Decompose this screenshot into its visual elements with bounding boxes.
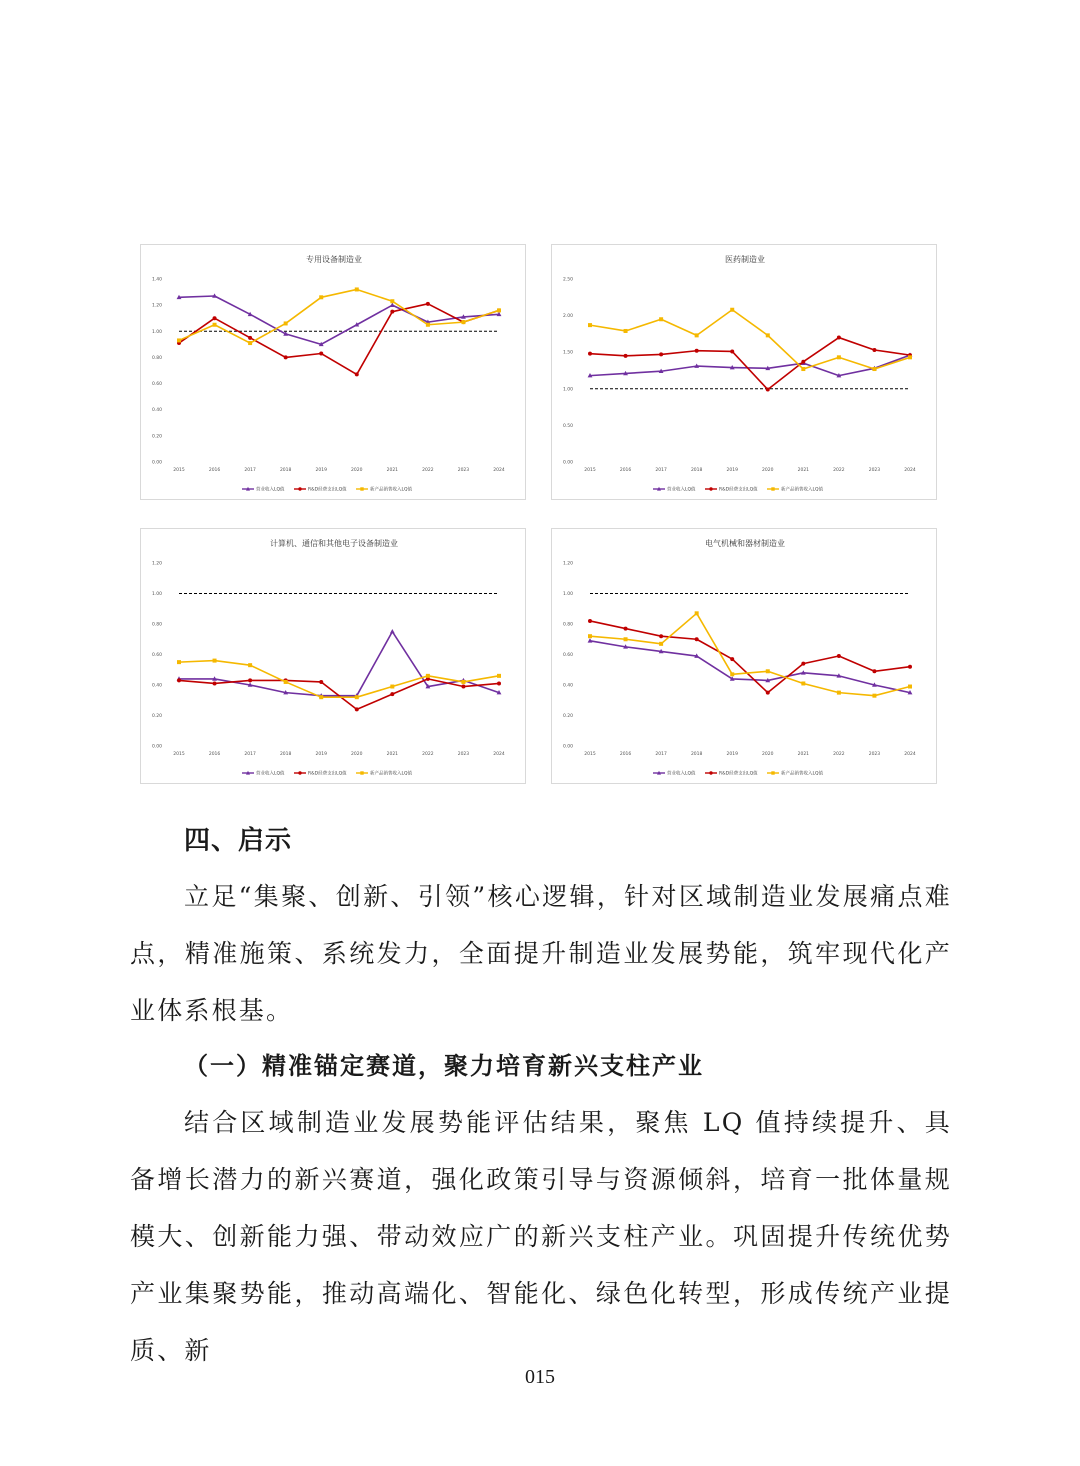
y-tick-label: 0.40 <box>152 683 163 689</box>
point-rd <box>766 388 770 392</box>
point-newprod <box>837 691 841 695</box>
series-line-revenue <box>179 632 499 696</box>
point-newprod <box>390 685 394 689</box>
point-rd <box>177 678 181 682</box>
legend-label-newprod: 新产品销售收入LQ值 <box>781 487 824 493</box>
chart-title: 医药制造业 <box>725 255 765 264</box>
legend-marker-newprod <box>771 771 774 774</box>
x-tick-label: 2023 <box>868 468 881 473</box>
point-rd <box>355 372 359 376</box>
chart-svg <box>141 245 527 501</box>
y-tick-label: 1.20 <box>152 561 163 567</box>
legend-marker-rd <box>709 771 712 774</box>
series-line-newprod <box>590 613 910 695</box>
point-newprod <box>177 660 181 664</box>
x-tick-label: 2022 <box>422 468 434 473</box>
legend-marker-newprod <box>771 487 774 490</box>
legend-label-revenue: 营业收入LQ值 <box>667 771 696 777</box>
point-newprod <box>766 333 770 337</box>
point-newprod <box>213 659 217 663</box>
x-tick-label: 2021 <box>386 468 399 473</box>
point-newprod <box>588 323 592 327</box>
point-newprod <box>497 308 501 312</box>
x-tick-label: 2015 <box>173 468 185 473</box>
legend-label-revenue: 营业收入LQ值 <box>667 487 696 493</box>
x-tick-label: 2016 <box>208 468 221 473</box>
y-tick-label: 0.60 <box>152 382 163 388</box>
x-tick-label: 2023 <box>457 468 470 473</box>
y-tick-label: 0.20 <box>152 714 163 719</box>
legend-label-revenue: 营业收入LQ值 <box>256 771 285 777</box>
point-newprod <box>355 695 359 699</box>
y-tick-label: 0.80 <box>563 622 574 628</box>
y-tick-label: 1.40 <box>152 277 163 283</box>
point-newprod <box>659 642 663 646</box>
point-rd <box>390 692 394 696</box>
point-newprod <box>355 287 359 291</box>
point-newprod <box>588 634 592 638</box>
point-rd <box>284 355 288 359</box>
y-tick-label: 1.00 <box>563 592 574 597</box>
y-tick-label: 0.60 <box>563 653 574 658</box>
legend-label-rd: R&D经费支出LQ值 <box>308 487 347 493</box>
point-newprod <box>319 295 323 299</box>
point-newprod <box>390 299 394 303</box>
point-newprod <box>801 367 805 371</box>
legend-marker-newprod <box>360 487 363 490</box>
x-tick-label: 2015 <box>173 752 185 757</box>
point-newprod <box>624 329 628 333</box>
x-tick-label: 2015 <box>584 468 596 473</box>
point-rd <box>390 310 394 314</box>
legend-label-rd: R&D经费支出LQ值 <box>719 771 758 777</box>
legend-label-newprod: 新产品销售收入LQ值 <box>370 487 413 493</box>
point-rd <box>837 654 841 658</box>
subsection-heading: （一）精准锚定赛道，聚力培育新兴支柱产业 <box>184 1052 704 1080</box>
y-tick-label: 1.00 <box>152 329 163 335</box>
point-newprod <box>319 695 323 699</box>
point-rd <box>319 680 323 684</box>
x-tick-label: 2017 <box>244 752 256 757</box>
chart-electrical-machinery <box>551 528 937 784</box>
x-tick-label: 2020 <box>351 752 363 757</box>
x-tick-label: 2018 <box>690 752 703 757</box>
y-tick-label: 1.50 <box>563 350 574 356</box>
point-rd <box>624 354 628 358</box>
x-tick-label: 2020 <box>351 468 363 473</box>
x-tick-label: 2018 <box>279 468 292 473</box>
point-newprod <box>695 611 699 615</box>
x-tick-label: 2020 <box>762 468 774 473</box>
point-rd <box>588 619 592 623</box>
x-tick-label: 2021 <box>797 752 810 757</box>
y-tick-label: 1.20 <box>152 303 163 309</box>
series-line-rd <box>590 338 910 390</box>
point-newprod <box>248 341 252 345</box>
series-line-rd <box>179 679 499 710</box>
chart-title: 专用设备制造业 <box>306 255 362 264</box>
point-newprod <box>426 674 430 678</box>
legend-label-revenue: 营业收入LQ值 <box>256 487 285 493</box>
x-tick-label: 2019 <box>726 752 738 757</box>
x-tick-label: 2017 <box>655 752 667 757</box>
point-rd <box>624 627 628 631</box>
x-tick-label: 2019 <box>726 468 738 473</box>
series-line-rd <box>179 304 499 375</box>
series-line-newprod <box>179 661 499 698</box>
x-tick-label: 2018 <box>279 752 292 757</box>
point-rd <box>837 336 841 340</box>
point-rd <box>659 352 663 356</box>
point-rd <box>872 348 876 352</box>
point-rd <box>588 352 592 356</box>
chart-pharmaceutical <box>551 244 937 500</box>
y-tick-label: 0.80 <box>152 622 163 628</box>
y-tick-label: 1.20 <box>563 561 574 567</box>
chart-title: 电气机械和器材制造业 <box>705 539 785 548</box>
point-newprod <box>659 317 663 321</box>
chart-electronics <box>140 528 526 784</box>
y-tick-label: 0.50 <box>563 423 574 429</box>
y-tick-label: 0.20 <box>152 434 163 440</box>
x-tick-label: 2015 <box>584 752 596 757</box>
point-rd <box>497 681 501 685</box>
point-rd <box>319 352 323 356</box>
point-newprod <box>426 323 430 327</box>
legend-marker-rd <box>298 487 301 490</box>
point-newprod <box>284 680 288 684</box>
y-tick-label: 0.00 <box>563 460 574 466</box>
y-tick-label: 2.50 <box>563 277 574 283</box>
y-tick-label: 0.00 <box>563 744 574 750</box>
x-tick-label: 2022 <box>422 752 434 757</box>
chart-svg <box>552 245 938 501</box>
point-newprod <box>624 637 628 641</box>
y-tick-label: 0.60 <box>152 653 163 658</box>
x-tick-label: 2017 <box>244 468 256 473</box>
point-newprod <box>461 320 465 324</box>
point-newprod <box>695 333 699 337</box>
legend-label-newprod: 新产品销售收入LQ值 <box>370 771 413 777</box>
point-newprod <box>284 321 288 325</box>
x-tick-label: 2016 <box>619 468 632 473</box>
x-tick-label: 2023 <box>868 752 881 757</box>
legend-marker-rd <box>709 487 712 490</box>
y-tick-label: 0.00 <box>152 460 163 466</box>
point-rd <box>213 316 217 320</box>
y-tick-label: 0.20 <box>563 714 574 719</box>
y-tick-label: 0.00 <box>152 744 163 750</box>
point-newprod <box>248 663 252 667</box>
x-tick-label: 2019 <box>315 468 327 473</box>
x-tick-label: 2018 <box>690 468 703 473</box>
legend-marker-newprod <box>360 771 363 774</box>
point-rd <box>355 707 359 711</box>
y-tick-label: 0.40 <box>152 408 163 414</box>
point-rd <box>730 349 734 353</box>
x-tick-label: 2024 <box>493 752 505 757</box>
point-rd <box>248 336 252 340</box>
point-newprod <box>766 669 770 673</box>
series-line-newprod <box>590 310 910 369</box>
y-tick-label: 0.80 <box>152 355 163 361</box>
legend-label-rd: R&D经费支出LQ值 <box>719 487 758 493</box>
point-newprod <box>497 674 501 678</box>
x-tick-label: 2024 <box>904 468 916 473</box>
section-heading: 四、启示 <box>184 826 293 856</box>
point-newprod <box>730 672 734 676</box>
legend-label-newprod: 新产品销售收入LQ值 <box>781 771 824 777</box>
point-newprod <box>872 367 876 371</box>
x-tick-label: 2021 <box>797 468 810 473</box>
point-rd <box>801 360 805 364</box>
point-rd <box>248 678 252 682</box>
point-newprod <box>837 355 841 359</box>
point-rd <box>872 669 876 673</box>
point-rd <box>695 349 699 353</box>
chart-svg <box>552 529 938 785</box>
point-rd <box>213 681 217 685</box>
legend-label-rd: R&D经费支出LQ值 <box>308 771 347 777</box>
point-newprod <box>461 680 465 684</box>
point-newprod <box>872 694 876 698</box>
legend-marker-rd <box>298 771 301 774</box>
series-line-revenue <box>179 296 499 344</box>
point-newprod <box>177 338 181 342</box>
point-rd <box>695 637 699 641</box>
chart-svg <box>141 529 527 785</box>
x-tick-label: 2016 <box>208 752 221 757</box>
x-tick-label: 2024 <box>493 468 505 473</box>
paragraph-intro: 立足“集聚、创新、引领”核心逻辑，针对区域制造业发展痛点难点，精准施策、系统发力，全面提升制造业发展势能，筑牢现代化产业体系根基。 <box>130 882 952 1025</box>
point-rd <box>766 691 770 695</box>
point-rd <box>730 657 734 661</box>
y-tick-label: 2.00 <box>563 314 574 320</box>
point-newprod <box>908 355 912 359</box>
x-tick-label: 2022 <box>833 752 845 757</box>
x-tick-label: 2021 <box>386 752 399 757</box>
y-tick-label: 1.00 <box>152 592 163 597</box>
point-rd <box>461 685 465 689</box>
point-newprod <box>730 308 734 312</box>
x-tick-label: 2024 <box>904 752 916 757</box>
point-rd <box>659 634 663 638</box>
page-number: 015 <box>525 1366 555 1388</box>
point-rd <box>426 302 430 306</box>
y-tick-label: 0.40 <box>563 683 574 689</box>
x-tick-label: 2017 <box>655 468 667 473</box>
point-revenue <box>390 629 395 633</box>
point-rd <box>801 662 805 666</box>
x-tick-label: 2022 <box>833 468 845 473</box>
x-tick-label: 2023 <box>457 752 470 757</box>
x-tick-label: 2019 <box>315 752 327 757</box>
chart-special-equipment <box>140 244 526 500</box>
y-tick-label: 1.00 <box>563 387 574 393</box>
chart-title: 计算机、通信和其他电子设备制造业 <box>270 539 398 548</box>
point-rd <box>908 665 912 669</box>
point-newprod <box>908 685 912 689</box>
point-newprod <box>801 681 805 685</box>
x-tick-label: 2020 <box>762 752 774 757</box>
paragraph-body: 结合区域制造业发展势能评估结果，聚焦 LQ 值持续提升、具备增长潜力的新兴赛道，强化政策引导与资源倾斜，培育一批体量规模大、创新能力强、带动效应广的新兴支柱产业。巩固提升传统优势产业集聚势能，推动高端化、智能化、绿色化转型，形成传统产业提质、新 <box>130 1108 952 1365</box>
point-newprod <box>213 323 217 327</box>
x-tick-label: 2016 <box>619 752 632 757</box>
